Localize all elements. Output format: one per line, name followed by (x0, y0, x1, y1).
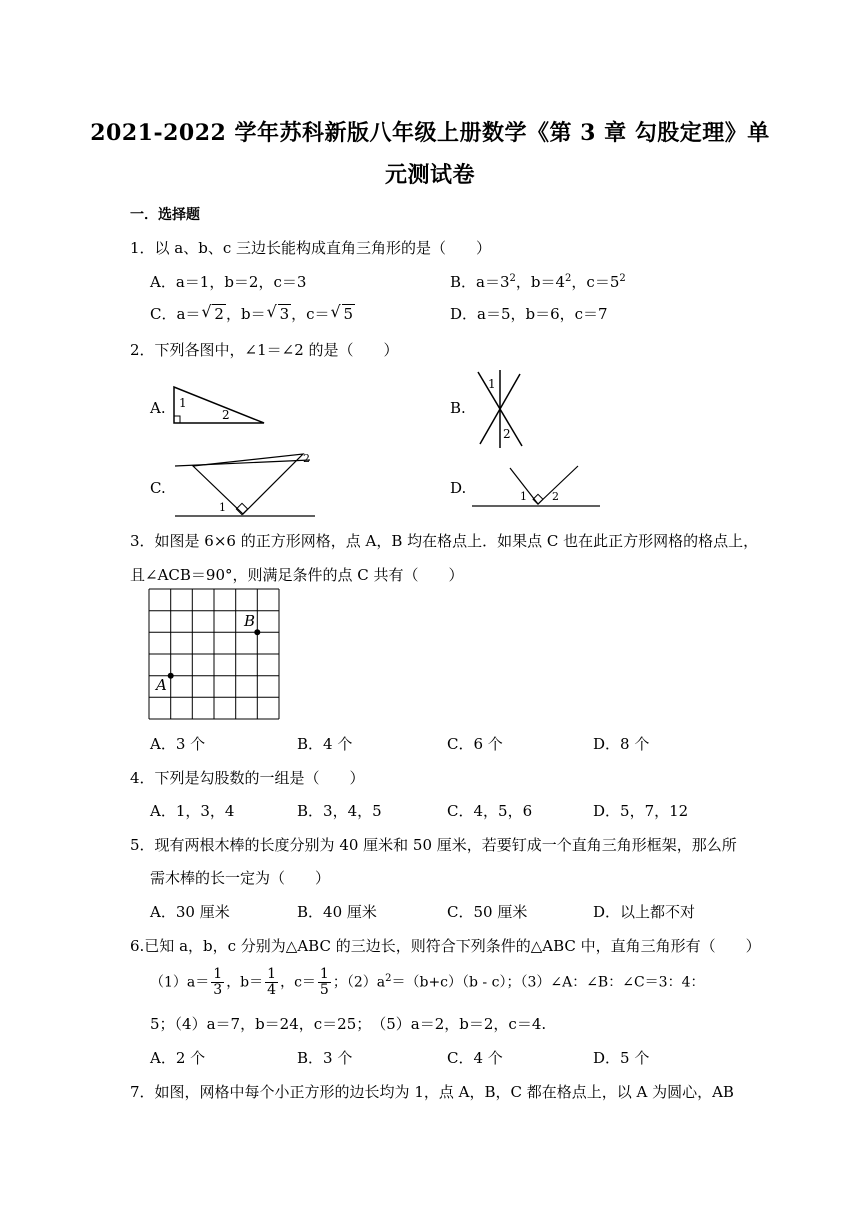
q6-option-a: A．2 个 (150, 1049, 206, 1067)
q2-label-d: D. (450, 479, 467, 497)
q3-stem-line2: 且∠ACB＝90°，则满足条件的点 C 共有（ ） (130, 566, 464, 584)
q5-stem-line2: 需木棒的长一定为（ ） (150, 869, 331, 887)
q1-option-d: D．a＝5，b＝6，c＝7 (450, 305, 608, 323)
q2-figure-b (470, 370, 530, 450)
svg-text:1: 1 (488, 377, 496, 391)
page-title-line1: 2021-2022 学年苏科新版八年级上册数学《第 3 章 勾股定理》单 (90, 120, 770, 146)
q5-option-d: D．以上都不对 (593, 903, 696, 921)
q6-option-d: D．5 个 (593, 1049, 650, 1067)
q3-option-d: D．8 个 (593, 735, 650, 753)
svg-text:1: 1 (219, 501, 226, 514)
q2-figure-a (170, 385, 270, 427)
svg-text:2: 2 (552, 490, 559, 503)
q3-stem-line1: 3．如图是 6×6 的正方形网格，点 A，B 均在格点上．如果点 C 也在此正方形网格的格点上， (130, 532, 759, 550)
q4-option-d: D．5，7，12 (593, 802, 689, 820)
q6-conditions-line2: 5；（4）a＝7，b＝24，c＝25； （5）a＝2，b＝2，c＝4. (150, 1015, 547, 1033)
q7-stem: 7．如图，网格中每个小正方形的边长均为 1，点 A，B，C 都在格点上，以 A 为圆心，AB (130, 1083, 734, 1101)
q1-stem: 1．以 a、b、c 三边长能构成直角三角形的是（ ） (130, 239, 492, 257)
q6-conditions-line1: （1）a＝ $\frac{1}{3}$ ，b＝ $\frac{1}{4}$ ，c＝ $\frac{1}{5}$ ；$(2)a^2=(b+c)(b - c)$；（3）∠A：∠B：∠C＝3：4： (150, 966, 705, 998)
q5-option-b: B．40 厘米 (297, 903, 377, 921)
q2-label-b: B. (450, 399, 466, 417)
q2-figure-c (175, 448, 315, 520)
q1-option-b: B．$a=3^2$，$b=4^2$，$c=5^2$ (450, 273, 626, 291)
q3-option-a: A．3 个 (150, 735, 206, 753)
svg-text:2: 2 (503, 427, 511, 441)
svg-text:2: 2 (303, 452, 310, 465)
q2-label-a: A. (150, 399, 166, 417)
q3-option-b: B．4 个 (297, 735, 353, 753)
q4-stem: 4．下列是勾股数的一组是（ ） (130, 769, 365, 787)
page-title-line2: 元测试卷 (384, 162, 475, 188)
section-heading: 一．选择题 (130, 207, 200, 223)
q3-point-a-label: A (156, 676, 167, 694)
q5-option-c: C．50 厘米 (447, 903, 528, 921)
q4-option-c: C．4，5，6 (447, 802, 533, 820)
q1-option-c: C．a＝√ 2 ，b＝√ 3 ，c＝√ 5 (150, 303, 355, 324)
svg-text:1: 1 (179, 396, 187, 410)
q4-option-a: A．1，3，4 (150, 802, 235, 820)
q2-stem: 2．下列各图中，∠1＝∠2 的是（ ） (130, 341, 399, 359)
q3-option-c: C．6 个 (447, 735, 503, 753)
svg-text:2: 2 (222, 408, 230, 422)
q6-stem: 6.已知 a，b，c 分别为△ABC 的三边长，则符合下列条件的△ABC 中，直角三角形有（ ） (130, 937, 761, 955)
q3-grid-figure (148, 588, 282, 722)
q3-point-b-label: B (244, 612, 256, 630)
q1-option-a: A．a＝1，b＝2，c＝3 (150, 273, 307, 291)
q2-figure-d (472, 462, 602, 512)
q4-option-b: B．3，4，5 (297, 802, 382, 820)
q5-stem-line1: 5．现有两根木棒的长度分别为 40 厘米和 50 厘米，若要钉成一个直角三角形框架，那么所 (130, 836, 737, 854)
q2-label-c: C. (150, 479, 166, 497)
q6-option-c: C．4 个 (447, 1049, 503, 1067)
q6-option-b: B．3 个 (297, 1049, 353, 1067)
svg-text:1: 1 (520, 490, 527, 503)
q5-option-a: A．30 厘米 (150, 903, 230, 921)
